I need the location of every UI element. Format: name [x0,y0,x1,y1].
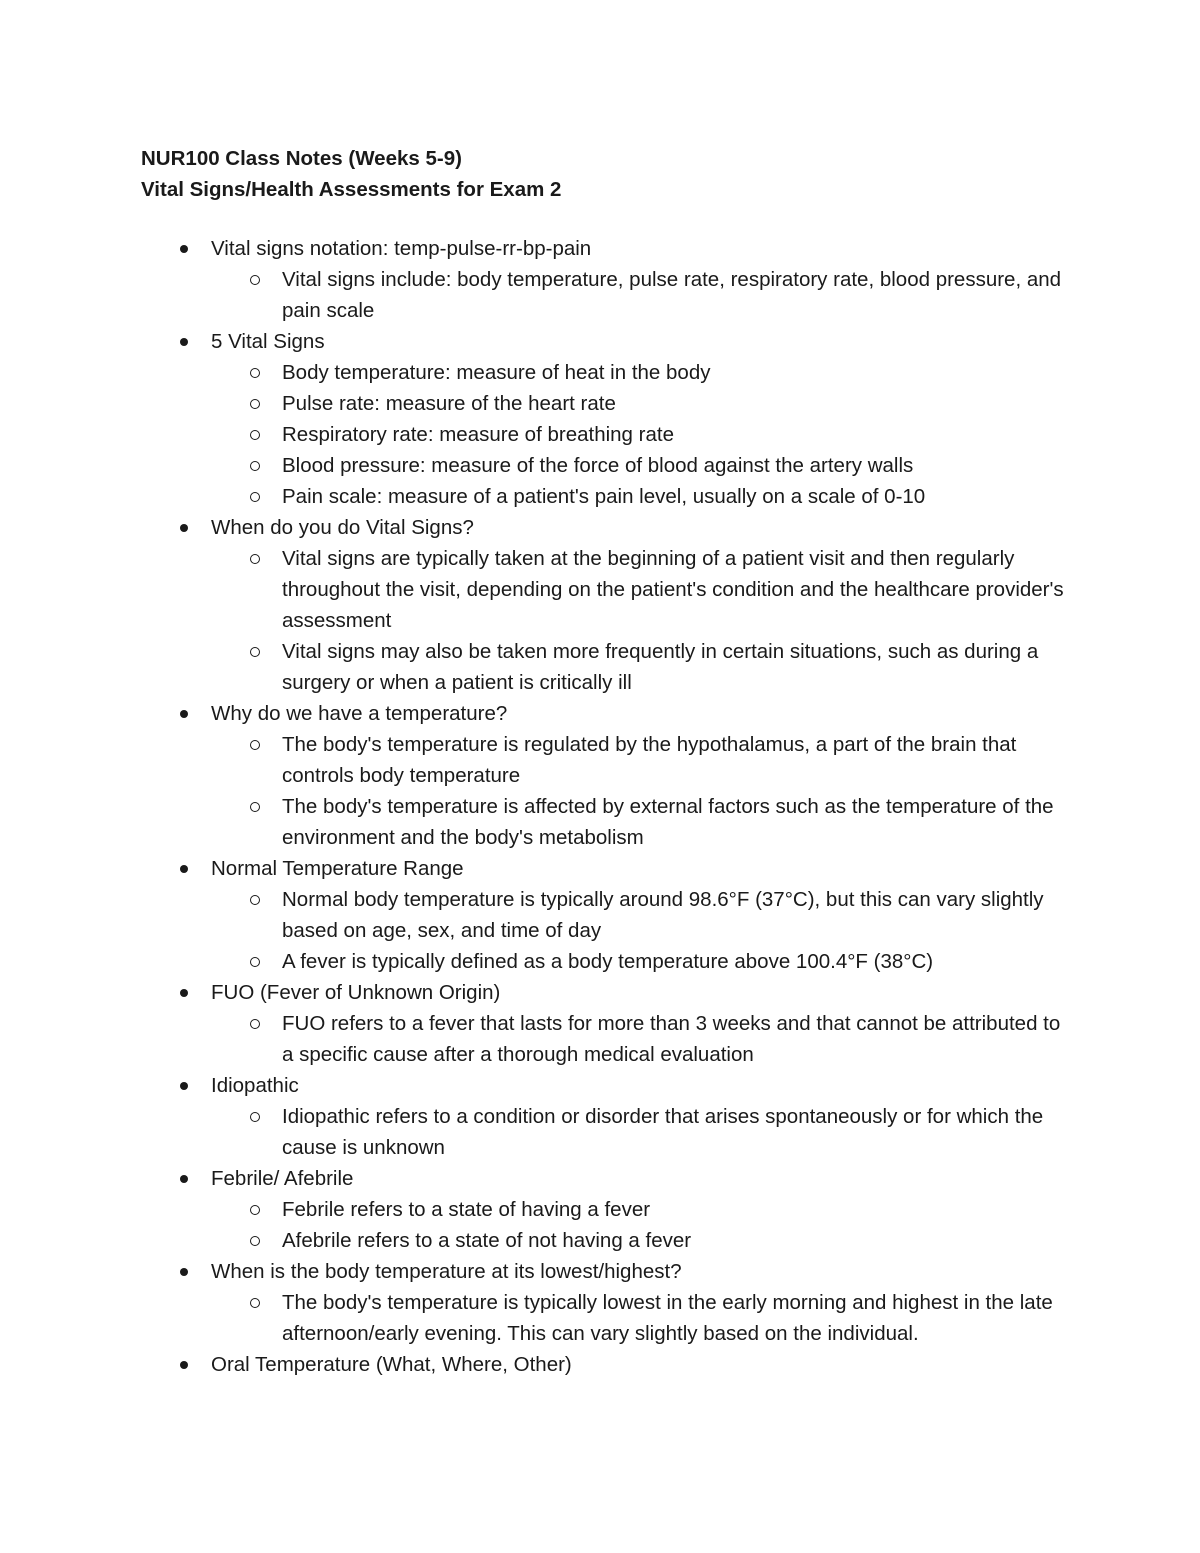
sub-list [0,1194,1200,1256]
sub-item-text: Vital signs are typically taken at the beginning of a patient visit and then regularly throughout the visit, depending on the patient's condition and the healthcare provider's assessment [282,547,1064,632]
subtitle-line: Vital Signs/Health Assessments for Exam 2 [141,178,562,201]
sub-item-text: Afebrile refers to a state of not having a fever [282,1229,692,1252]
sub-item-text: Body temperature: measure of heat in the body [282,361,711,384]
outline-item [0,853,1200,977]
hollow-bullet-icon [250,802,260,812]
outline-item [0,233,1200,326]
bullet-icon [180,524,188,532]
outline-item-text: FUO (Fever of Unknown Origin) [211,981,501,1004]
sub-item-text: Febrile refers to a state of having a fever [282,1198,651,1221]
notes-outline [0,233,1200,1380]
sub-item [0,791,1072,853]
outline-item-text: Idiopathic [211,1074,299,1097]
hollow-bullet-icon [250,399,260,409]
outline-item [0,512,1200,698]
hollow-bullet-icon [250,647,260,657]
bullet-icon [180,865,188,873]
sub-item [0,1225,1072,1256]
hollow-bullet-icon [250,1236,260,1246]
sub-list [0,264,1200,326]
bullet-icon [180,338,188,346]
bullet-icon [180,245,188,253]
sub-list [0,884,1200,977]
hollow-bullet-icon [250,461,260,471]
bullet-icon [180,1175,188,1183]
sub-item-text: The body's temperature is typically lowest in the early morning and highest in the late afternoon/early evening. This can vary slightly based on the individual. [282,1291,1053,1345]
sub-item-text: A fever is typically defined as a body temperature above 100.4°F (38°C) [282,950,934,973]
sub-item-text: Vital signs may also be taken more frequently in certain situations, such as during a surgery or when a patient is critically ill [282,640,1039,694]
sub-item [0,1008,1072,1070]
sub-item-text: Pulse rate: measure of the heart rate [282,392,616,415]
outline-item-text: 5 Vital Signs [211,330,325,353]
sub-item-text: Pain scale: measure of a patient's pain level, usually on a scale of 0-10 [282,485,926,508]
outline-item-text: When is the body temperature at its lowest/highest? [211,1260,682,1283]
sub-item [0,1101,1072,1163]
sub-item-text: The body's temperature is affected by external factors such as the temperature of the environment and the body's metabolism [282,795,1054,849]
sub-item [0,481,1072,512]
outline-item-text: Febrile/ Afebrile [211,1167,354,1190]
outline-item-text: Oral Temperature (What, Where, Other) [211,1353,572,1376]
outline-item [0,1349,1200,1380]
outline-item-text: Why do we have a temperature? [211,702,508,725]
bullet-icon [180,1268,188,1276]
hollow-bullet-icon [250,895,260,905]
outline-item [0,698,1200,853]
hollow-bullet-icon [250,1298,260,1308]
hollow-bullet-icon [250,554,260,564]
hollow-bullet-icon [250,492,260,502]
outline-item-text: Vital signs notation: temp-pulse-rr-bp-pain [211,237,592,260]
page-title [141,143,561,205]
sub-list [0,357,1200,512]
sub-item-text: Idiopathic refers to a condition or disorder that arises spontaneously or for which the cause is unknown [282,1105,1044,1159]
sub-list [0,729,1200,853]
sub-item [0,1194,1072,1225]
hollow-bullet-icon [250,275,260,285]
sub-list [0,1101,1200,1163]
hollow-bullet-icon [250,430,260,440]
sub-list [0,1287,1200,1349]
outline-item [0,326,1200,512]
outline-item [0,1256,1200,1349]
hollow-bullet-icon [250,1205,260,1215]
bullet-icon [180,989,188,997]
hollow-bullet-icon [250,740,260,750]
bullet-icon [180,1082,188,1090]
sub-item [0,388,1072,419]
sub-item-text: Respiratory rate: measure of breathing rate [282,423,674,446]
sub-item-text: The body's temperature is regulated by the hypothalamus, a part of the brain that controls body temperature [282,733,1017,787]
sub-item [0,450,1072,481]
sub-item [0,636,1072,698]
bullet-icon [180,1361,188,1369]
outline-item [0,1070,1200,1163]
sub-item [0,946,1072,977]
sub-item [0,729,1072,791]
outline-item [0,1163,1200,1256]
sub-item [0,884,1072,946]
sub-item [0,357,1072,388]
sub-item-text: Normal body temperature is typically around 98.6°F (37°C), but this can vary slightly based on age, sex, and time of day [282,888,1044,942]
sub-item [0,264,1072,326]
hollow-bullet-icon [250,957,260,967]
sub-list [0,543,1200,698]
sub-item-text: Blood pressure: measure of the force of blood against the artery walls [282,454,914,477]
sub-item [0,1287,1072,1349]
outline-item [0,977,1200,1070]
title-line: NUR100 Class Notes (Weeks 5-9) [141,147,462,170]
outline-item-text: When do you do Vital Signs? [211,516,474,539]
sub-item [0,543,1072,636]
hollow-bullet-icon [250,368,260,378]
bullet-icon [180,710,188,718]
hollow-bullet-icon [250,1019,260,1029]
hollow-bullet-icon [250,1112,260,1122]
sub-item-text: Vital signs include: body temperature, pulse rate, respiratory rate, blood pressure, and pain scale [282,268,1062,322]
outline-item-text: Normal Temperature Range [211,857,464,880]
sub-item [0,419,1072,450]
sub-list [0,1008,1200,1070]
sub-item-text: FUO refers to a fever that lasts for more than 3 weeks and that cannot be attributed to a specific cause after a thorough medical evaluation [282,1012,1061,1066]
